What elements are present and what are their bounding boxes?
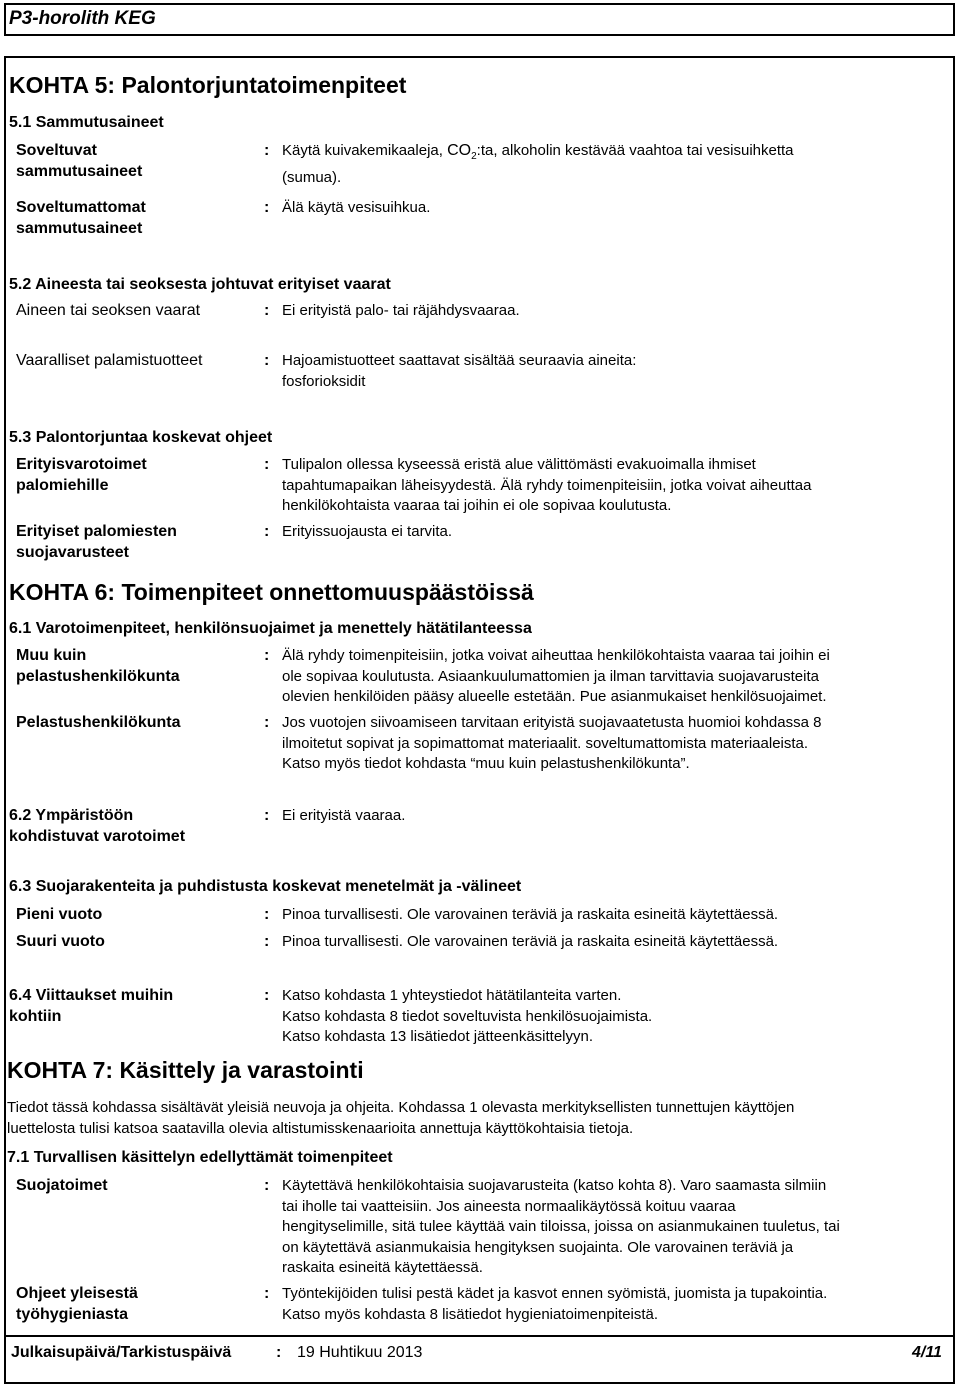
combustion-value xyxy=(282,351,636,392)
value-text: Hajoamistuotteet saattavat sisältää seuraavia aineita: xyxy=(282,352,637,369)
hygiene-label xyxy=(16,1283,138,1325)
large-spill-value: Pinoa turvallisesti. Ole varovainen teräviä ja raskaita esineitä käytettäessä. xyxy=(282,933,779,950)
footer-divider xyxy=(4,1335,955,1337)
value-text: Katso kohdasta 1 yhteystiedot hätätilanteita varten. xyxy=(282,987,622,1004)
value-text: raskaita esineitä käytettäessä. xyxy=(282,1259,483,1276)
firefighter-ppe-value: Erityissuojausta ei tarvita. xyxy=(282,523,453,540)
colon: : xyxy=(264,647,270,664)
firefighter-ppe-label xyxy=(16,521,177,563)
subsection-7-1-title: 7.1 Turvallisen käsittelyn edellyttämät toimenpiteet xyxy=(7,1149,393,1166)
label-line: suojavarusteet xyxy=(16,544,129,561)
section-5-title: KOHTA 5: Palontorjuntatoimenpiteet xyxy=(9,72,407,98)
non-emergency-label xyxy=(16,645,180,687)
value-text: fosforioksidit xyxy=(282,372,366,390)
colon: : xyxy=(264,199,270,216)
colon: : xyxy=(276,1344,282,1361)
suitable-media-value xyxy=(282,141,794,188)
paragraph-line: Tiedot tässä kohdassa sisältävät yleisiä neuvoja ja ohjeita. Kohdassa 1 olevasta merkityksellisten tunnettujen käyttöjen xyxy=(7,1099,795,1116)
colon: : xyxy=(264,352,270,369)
hygiene-value xyxy=(282,1284,827,1325)
combustion-label: Vaaralliset palamistuotteet xyxy=(16,352,203,369)
value-text: (sumua). xyxy=(282,168,342,186)
emergency-responders-value xyxy=(282,713,821,775)
value-text: :ta, alkoholin kestävää vaahtoa tai vesisuihketta xyxy=(476,142,794,159)
label-line: Muu kuin xyxy=(16,647,87,664)
value-text: Käytettävä henkilökohtaisia suojavarusteita (katso kohta 8). Varo saamasta silmiin xyxy=(282,1177,827,1194)
environmental-precautions-label xyxy=(9,805,185,847)
non-emergency-value xyxy=(282,646,830,708)
label-line: Soveltumattomat xyxy=(16,199,146,216)
large-spill-label: Suuri vuoto xyxy=(16,933,105,950)
firefighter-precautions-label xyxy=(16,454,147,496)
colon: : xyxy=(264,456,270,473)
colon: : xyxy=(264,906,270,923)
subsection-6-1-title: 6.1 Varotoimenpiteet, henkilönsuojaimet ja menettely hätätilanteessa xyxy=(9,620,532,637)
small-spill-value: Pinoa turvallisesti. Ole varovainen teräviä ja raskaita esineitä käytettäessä. xyxy=(282,906,779,923)
label-line: sammutusaineet xyxy=(16,163,143,180)
hazard-value: Ei erityistä palo- tai räjähdysvaaraa. xyxy=(282,302,520,319)
protective-measures-label: Suojatoimet xyxy=(16,1177,108,1194)
emergency-responders-label: Pelastushenkilökunta xyxy=(16,714,181,731)
colon: : xyxy=(264,933,270,950)
value-text: hengityselimille, sitä tulee käyttää vain tiloissa, joissa on asianmukainen tuuletus, tai xyxy=(282,1218,840,1235)
value-text: olevien henkilöiden pääsy alueelle estetään. Pue asianmukaiset henkilösuojaimet. xyxy=(282,688,827,705)
section-7-intro xyxy=(7,1098,794,1139)
unsuitable-media-value: Älä käytä vesisuihkua. xyxy=(282,199,431,216)
value-text: tai iholle tai vaatteisiin. Jos aineesta normaalikäytössä koituu vaaraa xyxy=(282,1197,736,1215)
value-text: Katso myös kohdasta 8 lisätiedot hygieniatoimenpiteistä. xyxy=(282,1305,659,1323)
colon: : xyxy=(264,714,270,731)
colon: : xyxy=(264,142,270,159)
section-6-title: KOHTA 6: Toimenpiteet onnettomuuspäästöissä xyxy=(9,579,534,605)
environmental-precautions-value: Ei erityistä vaaraa. xyxy=(282,807,406,824)
paragraph-line: luettelosta tulisi katsoa saatavilla olevia altistumisskenaarioita annettuja käyttökohtaisia tietoja. xyxy=(7,1119,634,1137)
colon: : xyxy=(264,987,270,1004)
page-number: 4/11 xyxy=(912,1344,942,1361)
firefighter-precautions-value xyxy=(282,455,811,517)
small-spill-label: Pieni vuoto xyxy=(16,906,103,923)
value-text: Katso myös tiedot kohdasta “muu kuin pelastushenkilökunta”. xyxy=(282,755,690,772)
label-line: 6.4 Viittaukset muihin xyxy=(9,987,174,1004)
subsection-6-3-title: 6.3 Suojarakenteita ja puhdistusta koskevat menetelmät ja -välineet xyxy=(9,878,522,895)
label-line: 6.2 Ympäristöön xyxy=(9,807,134,824)
value-text: Katso kohdasta 8 tiedot soveltuvista henkilösuojaimista. xyxy=(282,1007,653,1025)
value-text: Katso kohdasta 13 lisätiedot jätteenkäsittelyyn. xyxy=(282,1028,594,1045)
other-sections-label xyxy=(9,985,173,1027)
label-line: pelastushenkilökunta xyxy=(16,668,180,685)
label-line: Soveltuvat xyxy=(16,142,97,159)
unsuitable-media-label xyxy=(16,197,146,239)
value-text: Käytä kuivakemikaaleja, xyxy=(282,142,443,159)
section-7-title: KOHTA 7: Käsittely ja varastointi xyxy=(7,1057,364,1083)
colon: : xyxy=(264,523,270,540)
co2-symbol: CO xyxy=(447,142,472,159)
value-text: tapahtumapaikan läheisyydestä. Älä ryhdy toimenpiteisiin, jotka voivat aiheuttaa xyxy=(282,476,812,494)
document-title: P3-horolith KEG xyxy=(9,8,156,29)
protective-measures-value xyxy=(282,1176,840,1279)
suitable-media-label xyxy=(16,140,142,182)
subsection-5-2-title: 5.2 Aineesta tai seoksesta johtuvat erityiset vaarat xyxy=(9,276,391,293)
label-line: sammutusaineet xyxy=(16,220,143,237)
co2-formula xyxy=(447,142,477,163)
other-sections-value xyxy=(282,986,652,1048)
label-line: Ohjeet yleisestä xyxy=(16,1285,138,1302)
value-text: on käytettävä asianmukaisia hengityksen suojainta. Ole varovainen teräviä ja xyxy=(282,1238,794,1256)
colon: : xyxy=(264,302,270,319)
subsection-5-1-title: 5.1 Sammutusaineet xyxy=(9,114,164,131)
value-text: ilmoitetut sopivat ja sopimattomat materiaalit. soveltumattomista materiaaleista. xyxy=(282,734,809,752)
subsection-5-3-title: 5.3 Palontorjuntaa koskevat ohjeet xyxy=(9,429,273,446)
label-line: kohtiin xyxy=(9,1008,62,1025)
hazard-label: Aineen tai seoksen vaarat xyxy=(16,302,201,319)
value-text: Työntekijöiden tulisi pestä kädet ja kasvot ennen syömistä, juomista ja tupakointia. xyxy=(282,1285,828,1302)
revision-date-value: 19 Huhtikuu 2013 xyxy=(297,1344,423,1361)
value-text: Jos vuotojen siivoamiseen tarvitaan erityistä suojavaatetusta huomioi kohdassa 8 xyxy=(282,714,822,731)
label-line: Erityisvarotoimet xyxy=(16,456,147,473)
label-line: kohdistuvat varotoimet xyxy=(9,828,186,845)
value-text: henkilökohtaista vaaraa tai joihin ei ole sopivaa koulutusta. xyxy=(282,497,672,514)
value-text: Tulipalon ollessa kyseessä eristä alue välittömästi evakuoimalla ihmiset xyxy=(282,456,756,473)
co2-subscript: 2 xyxy=(471,151,477,163)
value-text: ole sopivaa koulutusta. Asiaankuulumattomien ja ilman tarvittavia suojavarusteita xyxy=(282,667,819,685)
colon: : xyxy=(264,807,270,824)
colon: : xyxy=(264,1285,270,1302)
colon: : xyxy=(264,1177,270,1194)
label-line: Erityiset palomiesten xyxy=(16,523,177,540)
revision-date-label: Julkaisupäivä/Tarkistuspäivä xyxy=(11,1344,232,1361)
label-line: palomiehille xyxy=(16,477,109,494)
label-line: työhygieniasta xyxy=(16,1306,129,1323)
value-text: Älä ryhdy toimenpiteisiin, jotka voivat aiheuttaa henkilökohtaista vaaraa tai joihin ei xyxy=(282,647,830,664)
